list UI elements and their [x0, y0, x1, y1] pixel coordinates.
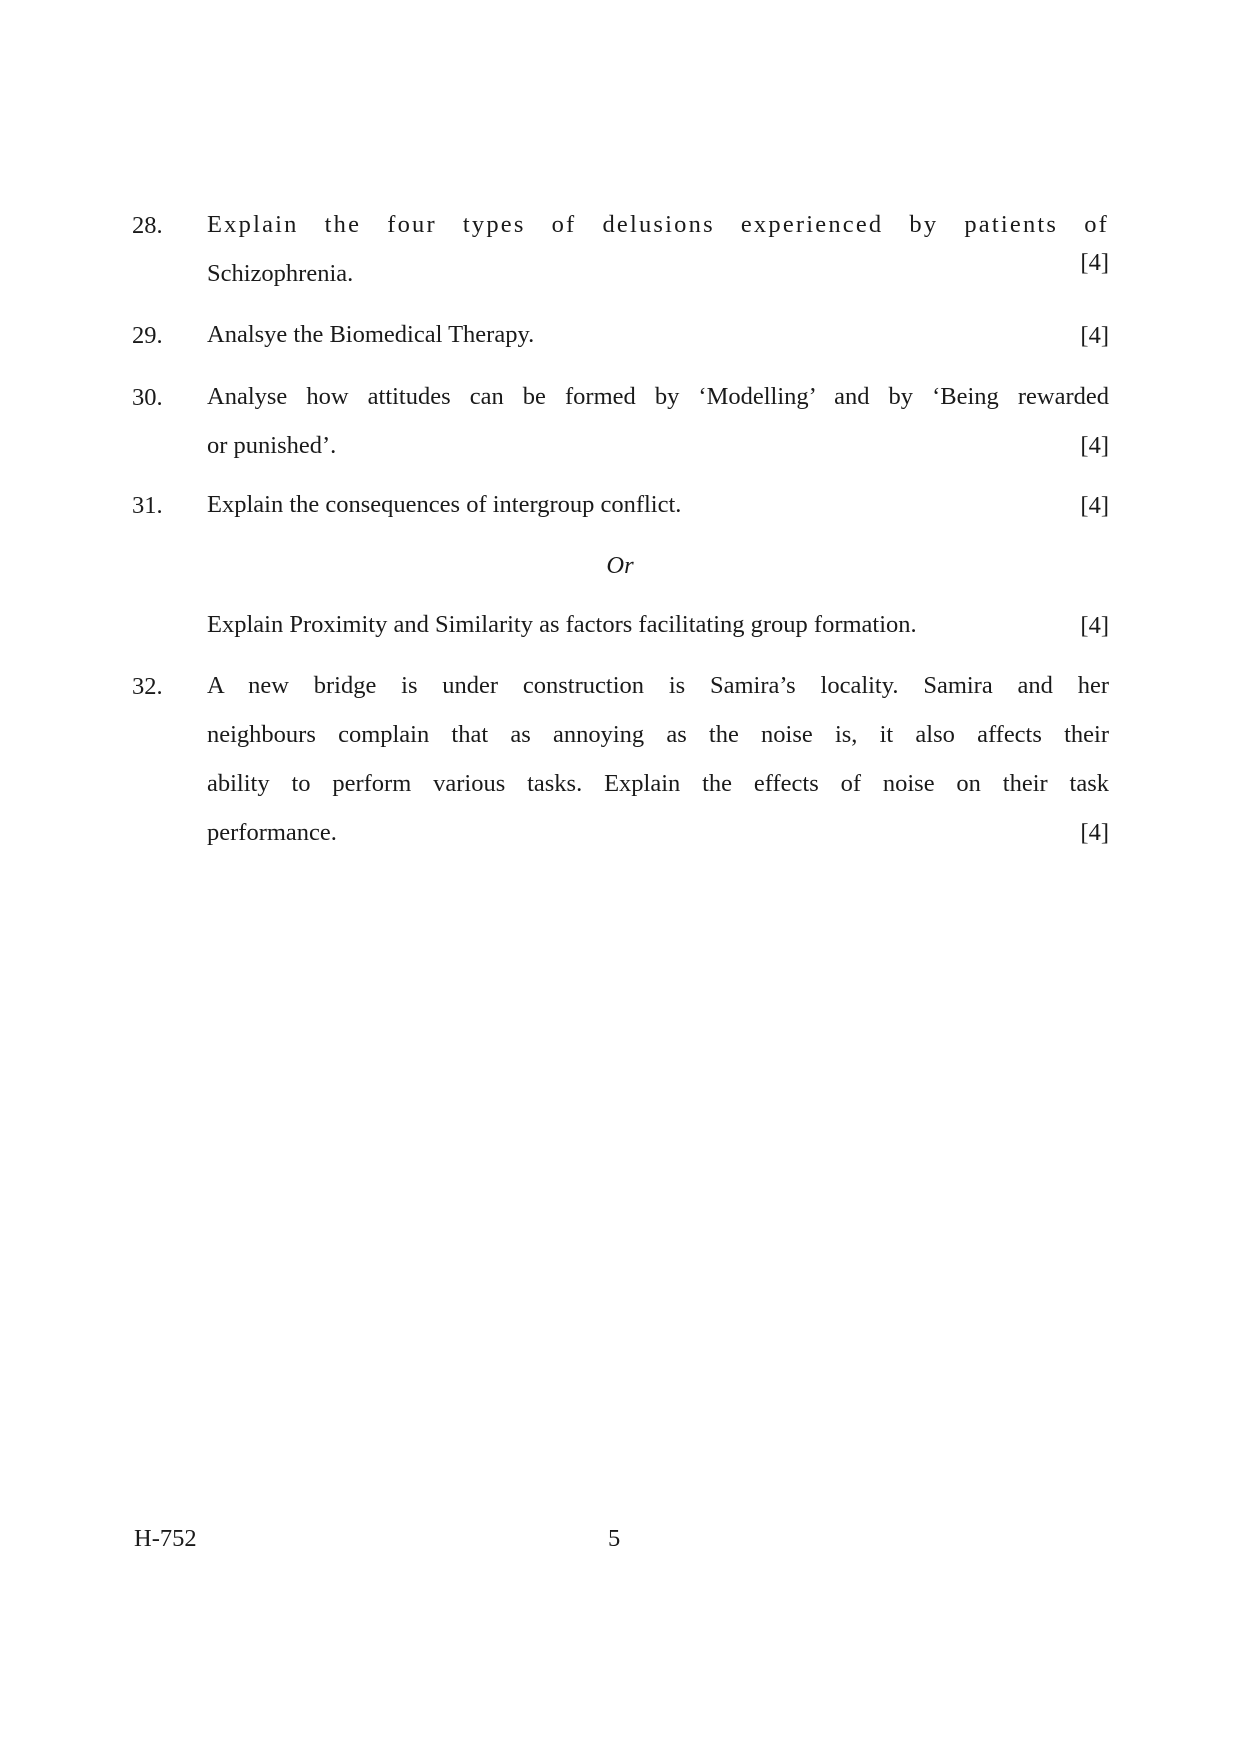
question-text — [207, 372, 1109, 470]
marks-label: [4] — [1080, 612, 1109, 639]
marks-label: [4] — [1080, 322, 1109, 349]
or-label: Or — [606, 552, 634, 579]
marks-label: [4] — [1080, 432, 1109, 459]
question-text — [207, 661, 1109, 857]
question-line: A new bridge is under construction is Samira’s locality. Samira and her — [207, 672, 1109, 699]
paper-code: H-752 — [134, 1525, 197, 1552]
page-number: 5 — [608, 1525, 621, 1552]
question-line: Explain the consequences of intergroup conflict. — [207, 491, 682, 518]
question-line: Explain the four types of delusions experienced by patients of — [207, 211, 1109, 238]
question-number: 31. — [132, 492, 163, 519]
marks-label: [4] — [1080, 492, 1109, 519]
question-number: 29. — [132, 322, 163, 349]
question-line: Explain Proximity and Similarity as factors facilitating group formation. — [207, 611, 917, 638]
question-line: performance. — [207, 819, 337, 846]
question-line: Analsye the Biomedical Therapy. — [207, 321, 535, 348]
question-text — [207, 200, 1109, 298]
question-line: ability to perform various tasks. Explain the effects of noise on their task — [207, 770, 1109, 797]
question-text — [207, 310, 1109, 359]
marks-label: [4] — [1080, 249, 1109, 276]
question-number: 32. — [132, 673, 163, 700]
question-number: 30. — [132, 384, 163, 411]
question-line: or punished’. — [207, 432, 337, 459]
question-text — [207, 600, 1067, 649]
marks-label: [4] — [1080, 819, 1109, 846]
question-number: 28. — [132, 212, 163, 239]
question-line: neighbours complain that as annoying as the noise is, it also affects their — [207, 721, 1109, 748]
question-line: Analyse how attitudes can be formed by ‘Modelling’ and by ‘Being rewarded — [207, 383, 1109, 410]
question-line: Schizophrenia. — [207, 260, 354, 287]
question-text — [207, 480, 1109, 529]
